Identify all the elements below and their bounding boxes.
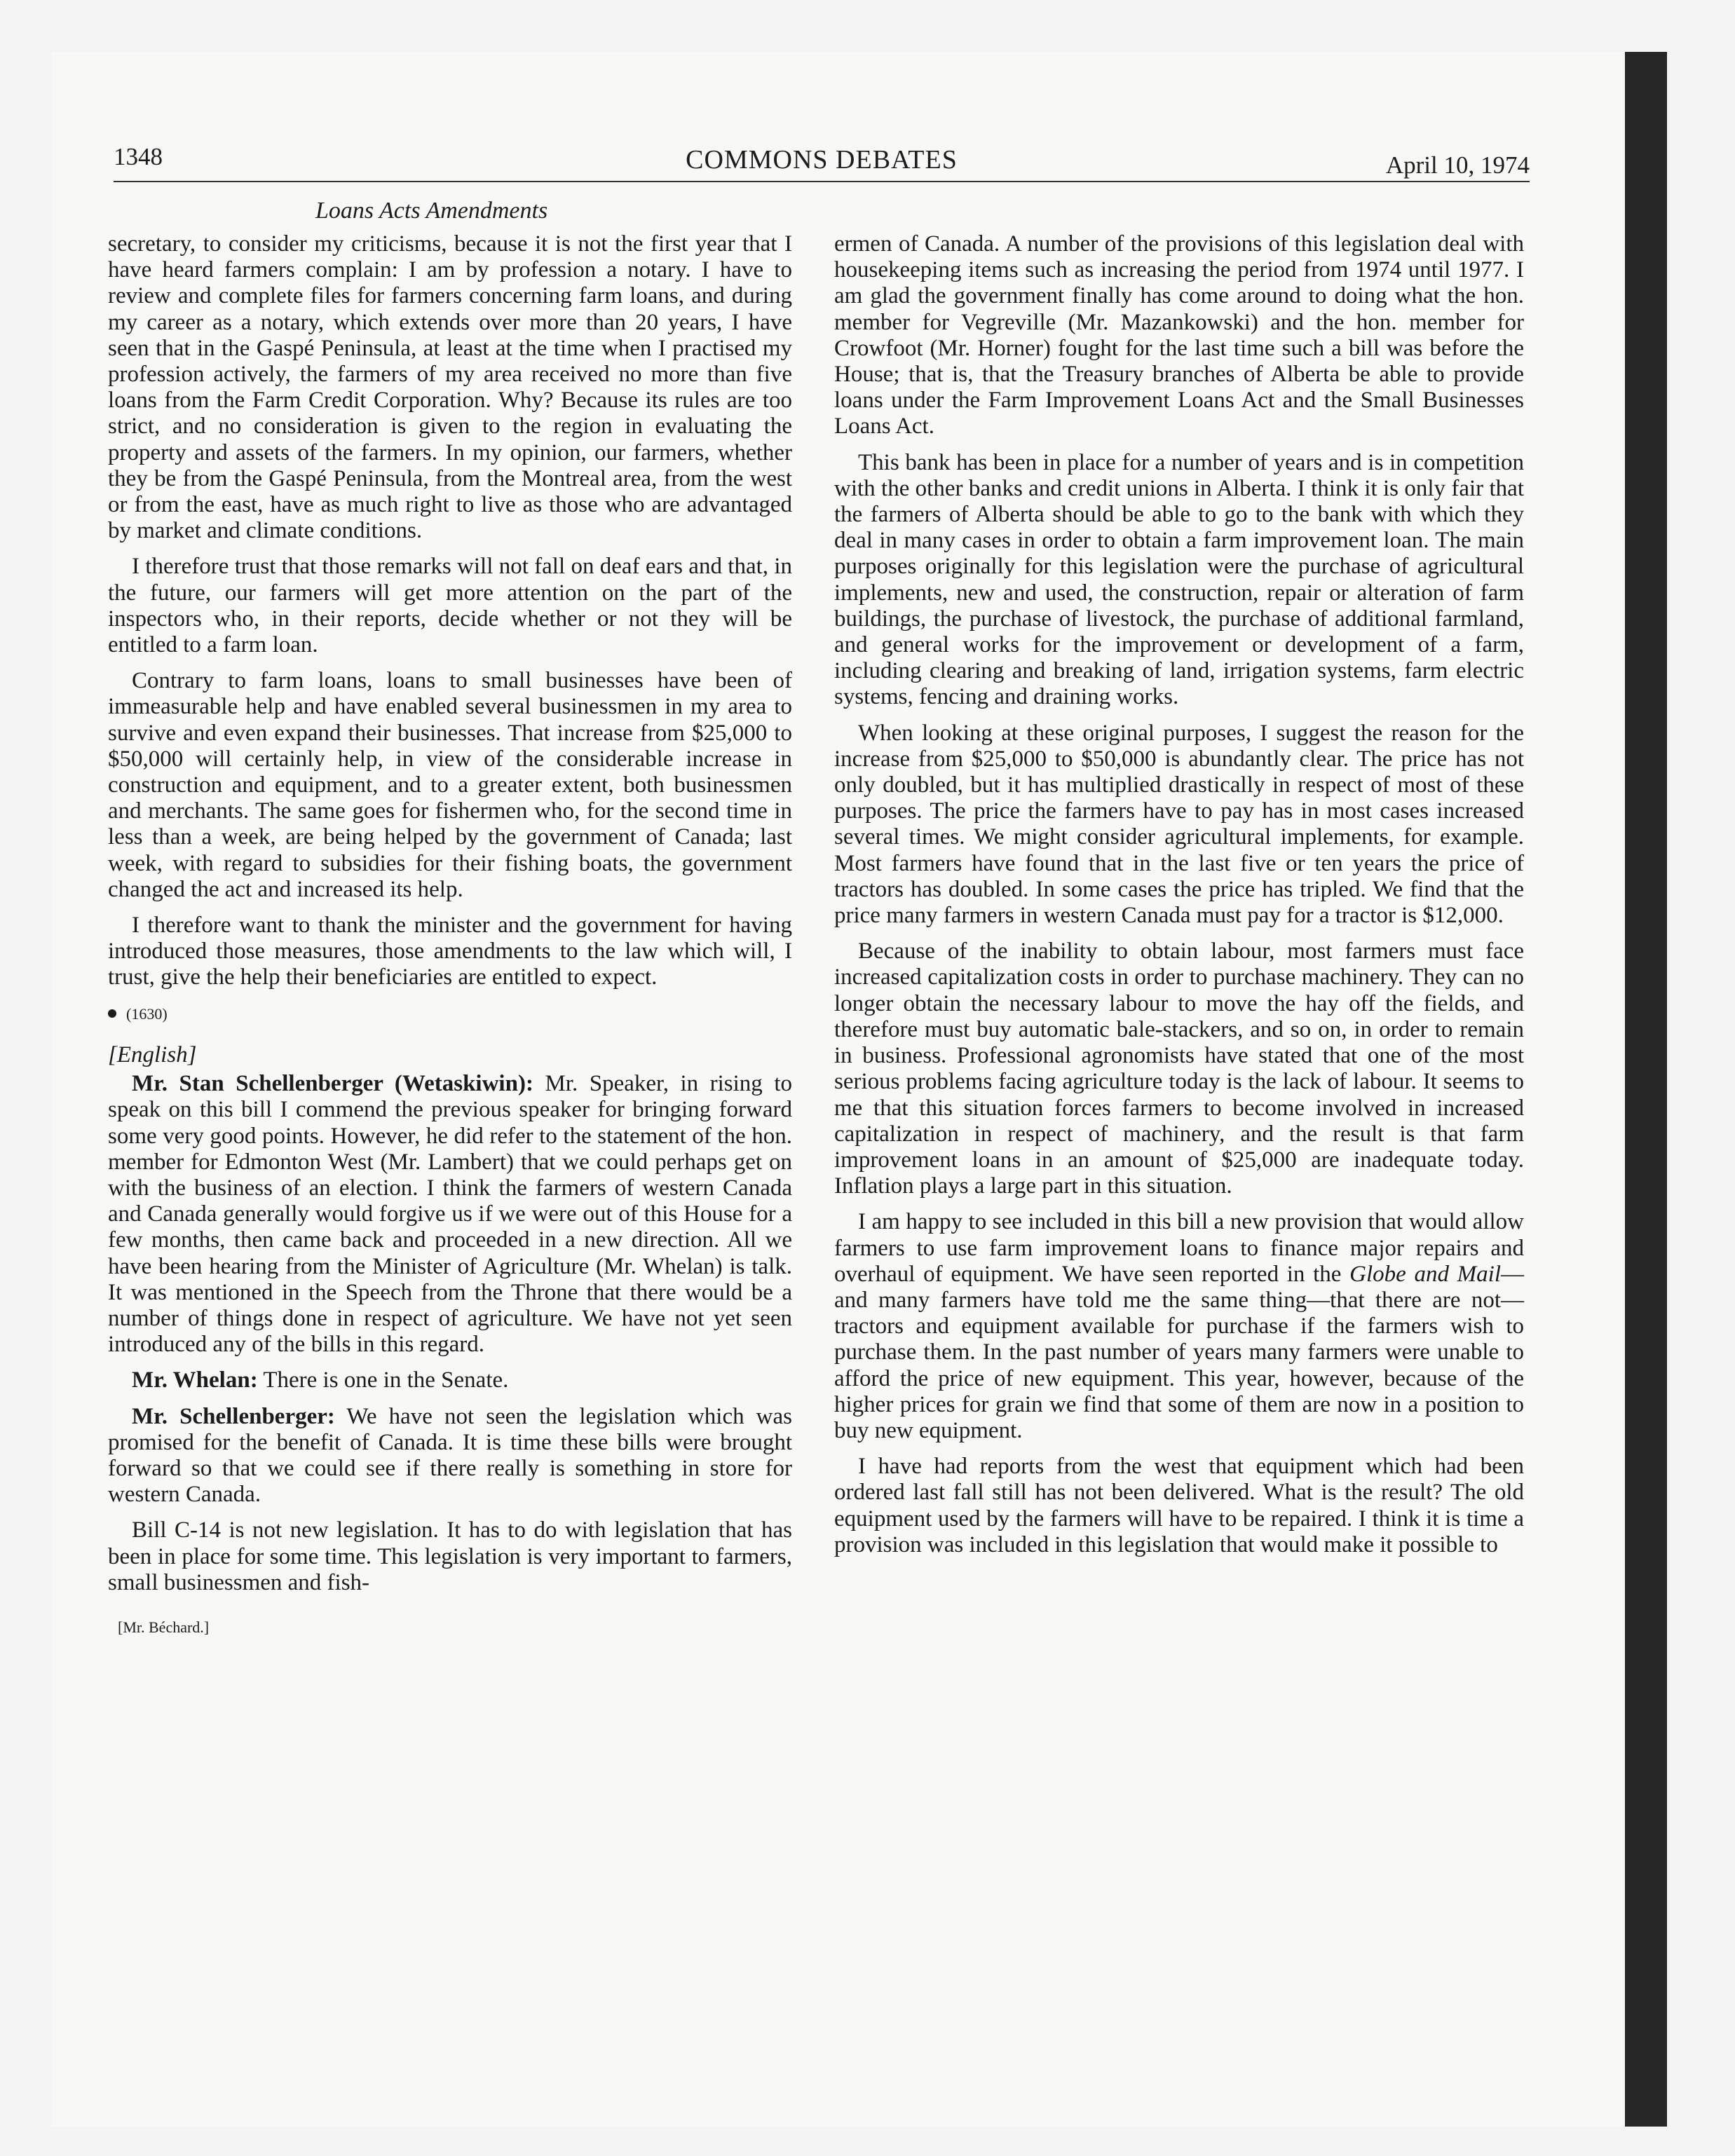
issue-date: April 10, 1974 <box>1385 151 1530 179</box>
speaker-attribution-footer: [Mr. Béchard.] <box>118 1618 210 1636</box>
speech-paragraph <box>108 1404 792 1508</box>
bullet-icon <box>108 1009 116 1018</box>
paragraph: I therefore want to thank the minister and the government for having introduced those measures, those amendments to the law which will, I trust, give the help their beneficiaries are entitled to expect. <box>108 913 792 990</box>
paragraph <box>834 1209 1524 1444</box>
paragraph: When looking at these original purposes, I suggest the reason for the increase from $25,000 to $50,000 is abundantly clear. The price has not only doubled, but it has multiplied drastically in respect of most of these purposes. The price the farmers have to pay has in most cases increased several times. We might consider agricultural implements, for example. Most farmers have found that in the last five or ten years the price of tractors has doubled. In some cases the price has tripled. We find that the price many farmers in western Canada must pay for a tractor is $12,000. <box>834 720 1524 929</box>
paragraph: ermen of Canada. A number of the provisions of this legislation deal with housekeeping items such as increasing the period from 1974 until 1977. I am glad the government finally has come around to doing what the hon. member for Vegreville (Mr. Mazankowski) and the hon. member for Crowfoot (Mr. Horner) fought for the last time such a bill was before the House; that is, that the Treasury branches of Alberta be able to provide loans under the Farm Improvement Loans Act and the Small Businesses Loans Act. <box>834 231 1524 439</box>
section-title: Loans Acts Amendments <box>315 198 548 224</box>
header-rule <box>114 181 1530 182</box>
speaker-name: Mr. Schellenberger: <box>132 1403 335 1429</box>
speaker-name: Mr. Stan Schellenberger (Wetaskiwin): <box>132 1071 533 1097</box>
speech-paragraph <box>108 1071 792 1358</box>
paragraph: I have had reports from the west that equipment which had been ordered last fall still has not been delivered. What is the result? The old equipment used by the farmers will have to be repaired. I think it is time a provision was included in this legislation that would make it possible to <box>834 1454 1524 1557</box>
paragraph: Contrary to farm loans, loans to small businesses have been of immeasurable help and have enabled several businessmen in my area to survive and even expand their businesses. That increase from $25,000 to $50,000 will certainly help, in view of the considerable increase in construction and equipment, and to a greater extent, both businessmen and merchants. The same goes for fishermen who, for the second time in less than a week, are being helped by the government of Canada; last week, with regard to subsidies for their fishing boats, the government changed the act and increased its help. <box>108 668 792 902</box>
speaker-name: Mr. Whelan: <box>132 1367 258 1393</box>
paragraph: Bill C-14 is not new legislation. It has to do with legislation that has been in place for some time. This legislation is very important to farmers, small businessmen and fish- <box>108 1517 792 1595</box>
text-run: —and many farmers have told me the same thing—that there are not—tractors and equipment available for purchase if the farmers wish to purchase them. In the past number of years many farmers were unable to afford the price of new equipment. This year, however, because of the higher prices for grain we find that some of them are now in a position to buy new equipment. <box>834 1261 1524 1443</box>
left-column <box>108 231 792 1640</box>
paragraph: This bank has been in place for a number of years and is in competition with the other banks and credit unions in Alberta. I think it is only fair that the farmers of Alberta should be able to go to the bank with which they deal in many cases in order to obtain a farm improvement loan. The main purposes originally for this legislation were the purchase of agricultural implements, new and used, the construction, repair or alteration of farm buildings, the purchase of livestock, the purchase of additional farmland, and general works for the improvement or development of a farm, including clearing and breaking of land, irrigation systems, farm electric systems, fencing and draining works. <box>834 449 1524 710</box>
paragraph: I therefore trust that those remarks will not fall on deaf ears and that, in the future, our farmers will get more attention on the part of the inspectors who, in their reports, decide whether or not they will be entitled to a farm loan. <box>108 554 792 658</box>
running-header <box>114 140 1530 182</box>
page-number: 1348 <box>114 143 163 170</box>
right-column <box>834 231 1524 1568</box>
speech-text: Mr. Speaker, in rising to speak on this bill I commend the previous speaker for bringing forward some very good points. However, he did refer to the statement of the hon. member for Edmonton West (Mr. Lambert) that we could perhaps get on with the business of an election. I think the farmers of western Canada and Canada generally would forgive us if we were out of this House for a few months, then came back and proceeded in a new direction. All we have been hearing from the Minister of Agriculture (Mr. Whelan) is talk. It was mentioned in the Speech from the Throne that there would be a number of things done in respect of agriculture. We have not yet seen introduced any of the bills in this regard. <box>108 1071 792 1358</box>
speech-paragraph <box>108 1367 792 1393</box>
time-marker <box>108 1001 792 1027</box>
publication-name: Globe and Mail <box>1349 1261 1501 1287</box>
speech-text: We have not seen the legislation which was promised for the benefit of Canada. It is time these bills were brought forward so that we could see if there really is something in store for western Canada. <box>108 1403 792 1508</box>
text-run: I am happy to see included in this bill a new provision that would allow farmers to use farm improvement loans to finance major repairs and overhaul of equipment. We have seen reported in the <box>834 1209 1524 1287</box>
time-stamp: (1630) <box>126 1004 168 1023</box>
paragraph: secretary, to consider my criticisms, because it is not the first year that I have heard farmers complain: I am by profession a notary. I have to review and complete files for farmers concerning farm loans, and during my career as a notary, which extends over more than 20 years, I have seen that in the Gaspé Peninsula, at least at the time when I practised my profession actively, the farmers of my area received no more than five loans from the Farm Credit Corporation. Why? Because its rules are too strict, and no consideration is given to the region in evaluating the property and assets of the farmers. In my opinion, our farmers, whether they be from the Gaspé Peninsula, from the Montreal area, from the west or from the east, have as much right to live as those who are advantaged by market and climate conditions. <box>108 231 792 544</box>
speech-text: There is one in the Senate. <box>263 1367 509 1393</box>
scan-edge-bar <box>1625 52 1667 2127</box>
journal-title: COMMONS DEBATES <box>686 145 958 175</box>
language-tag: [English] <box>108 1042 197 1067</box>
paragraph: Because of the inability to obtain labour, most farmers must face increased capitalization costs in order to purchase machinery. They can no longer obtain the necessary labour to move the hay off the fields, and therefore must buy automatic bale-stackers, and so on, in order to remain in business. Professional agronomists have stated that one of the most serious problems facing agriculture today is the lack of labour. It seems to me that this situation forces farmers to become involved in increased capitalization in respect of machinery, and the result is that farm improvement loans in an amount of $25,000 are inadequate today. Inflation plays a large part in this situation. <box>834 939 1524 1199</box>
